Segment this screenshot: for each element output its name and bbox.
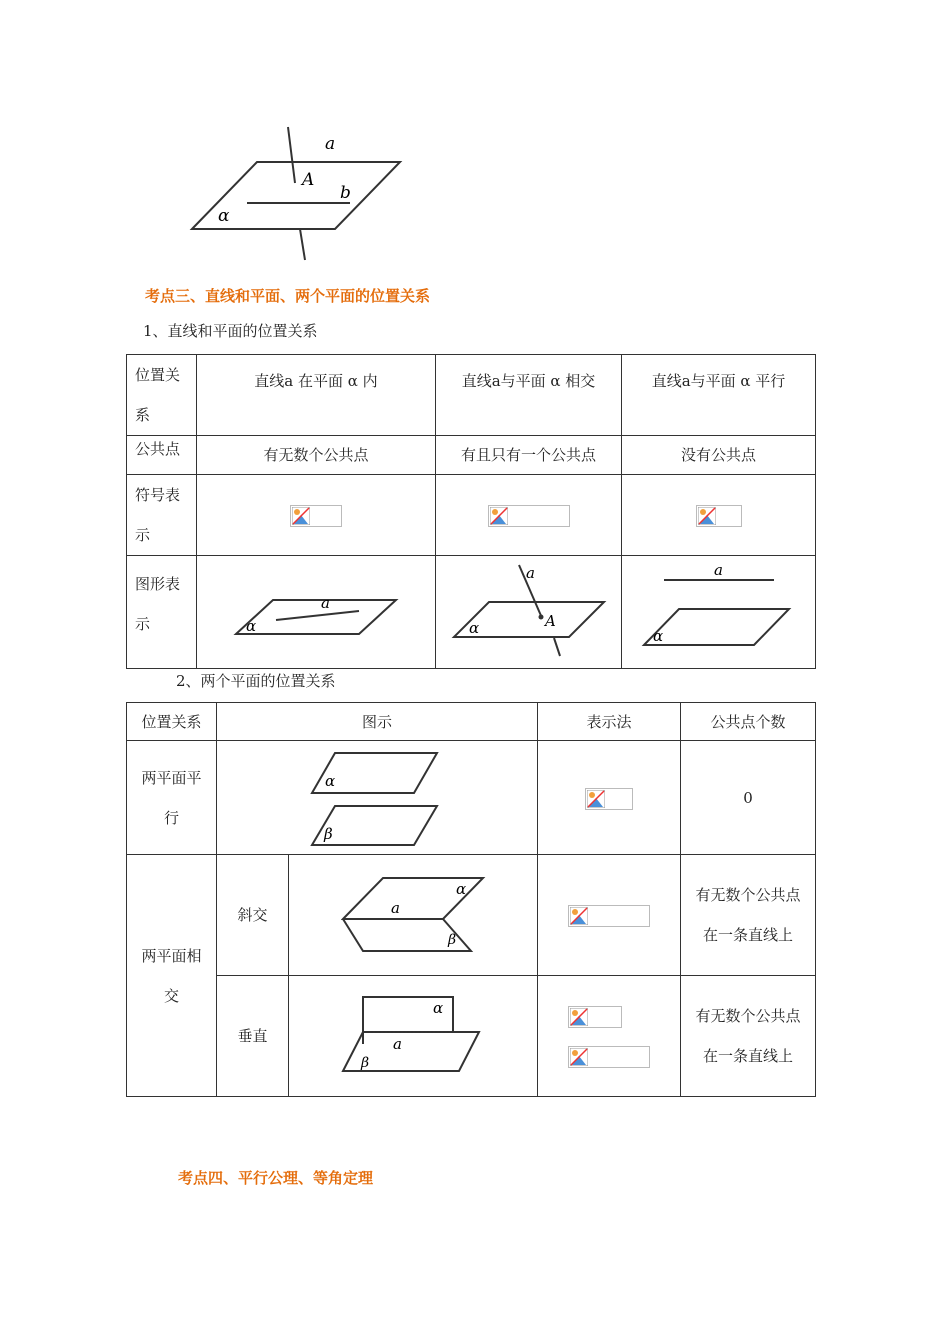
perpendicular-count: 有无数个公共点在一条直线上 <box>695 1007 801 1065</box>
line-plane-intersection-figure <box>185 125 415 265</box>
subsection-2-title: 2、两个平面的位置关系 <box>176 672 336 690</box>
subsection-1-title: 1、直线和平面的位置关系 <box>143 322 318 340</box>
line-plane-relation-table <box>126 354 816 669</box>
header-in-plane: 直线a 在平面 α 内 <box>197 355 436 436</box>
oblique-label: 斜交 <box>217 855 289 976</box>
label-a: a <box>325 134 336 154</box>
parallel-planes-figure <box>307 748 447 848</box>
oblique-planes-figure <box>341 873 486 958</box>
label-a: a <box>713 567 723 579</box>
t2-header-relation: 位置关系 <box>127 703 217 741</box>
label-beta: β <box>324 824 333 843</box>
broken-image-icon <box>488 505 570 527</box>
common-parallel: 没有公共点 <box>622 436 816 475</box>
label-alpha: α <box>468 619 479 637</box>
line-in-plane-figure <box>231 582 401 642</box>
common-intersect: 有且只有一个公共点 <box>436 436 622 475</box>
label-alpha: α <box>325 771 336 790</box>
label-alpha: α <box>652 627 663 645</box>
broken-image-icon <box>696 505 742 527</box>
label-a: a <box>321 594 330 612</box>
parallel-planes-label: 两平面平行 <box>141 768 202 827</box>
header-parallel: 直线a与平面 α 平行 <box>622 355 816 436</box>
t2-header-notation: 表示法 <box>538 703 681 741</box>
label-b: b <box>340 183 351 203</box>
label-a: a <box>525 564 535 582</box>
header-intersect: 直线a与平面 α 相交 <box>436 355 622 436</box>
broken-image-icon <box>568 1006 622 1028</box>
row-symbol-label: 符号表示 <box>135 486 181 544</box>
label-A: A <box>302 170 315 190</box>
broken-image-icon <box>290 505 342 527</box>
plane-plane-relation-table <box>126 702 816 1097</box>
broken-image-icon <box>568 1046 650 1068</box>
t2-header-figure: 图示 <box>217 703 538 741</box>
line-parallel-plane-figure <box>639 567 799 657</box>
parallel-count: 0 <box>681 741 816 855</box>
row-common-label: 公共点 <box>127 436 197 475</box>
common-in-plane: 有无数个公共点 <box>197 436 436 475</box>
perpendicular-planes-figure <box>341 994 486 1079</box>
line-intersect-plane-figure <box>449 562 609 662</box>
intersect-planes-label: 两平面相交 <box>141 946 202 1005</box>
label-alpha: α <box>432 998 443 1017</box>
broken-image-icon <box>568 905 650 927</box>
perpendicular-label: 垂直 <box>217 976 289 1097</box>
label-a: a <box>392 1034 402 1053</box>
label-alpha: α <box>218 206 230 226</box>
label-alpha: α <box>455 879 466 898</box>
section-heading-4: 考点四、平行公理、等角定理 <box>178 1169 374 1187</box>
header-relation: 位置关系 <box>135 366 181 424</box>
row-figure-label: 图形表示 <box>135 575 181 633</box>
label-beta: β <box>360 1054 369 1071</box>
label-A: A <box>544 612 556 630</box>
section-heading-3: 考点三、直线和平面、两个平面的位置关系 <box>145 287 431 305</box>
oblique-count: 有无数个公共点在一条直线上 <box>695 886 801 944</box>
broken-image-icon <box>585 788 633 810</box>
label-a: a <box>390 898 400 917</box>
label-beta: β <box>447 931 456 948</box>
t2-header-count: 公共点个数 <box>681 703 816 741</box>
label-alpha: α <box>246 617 257 635</box>
